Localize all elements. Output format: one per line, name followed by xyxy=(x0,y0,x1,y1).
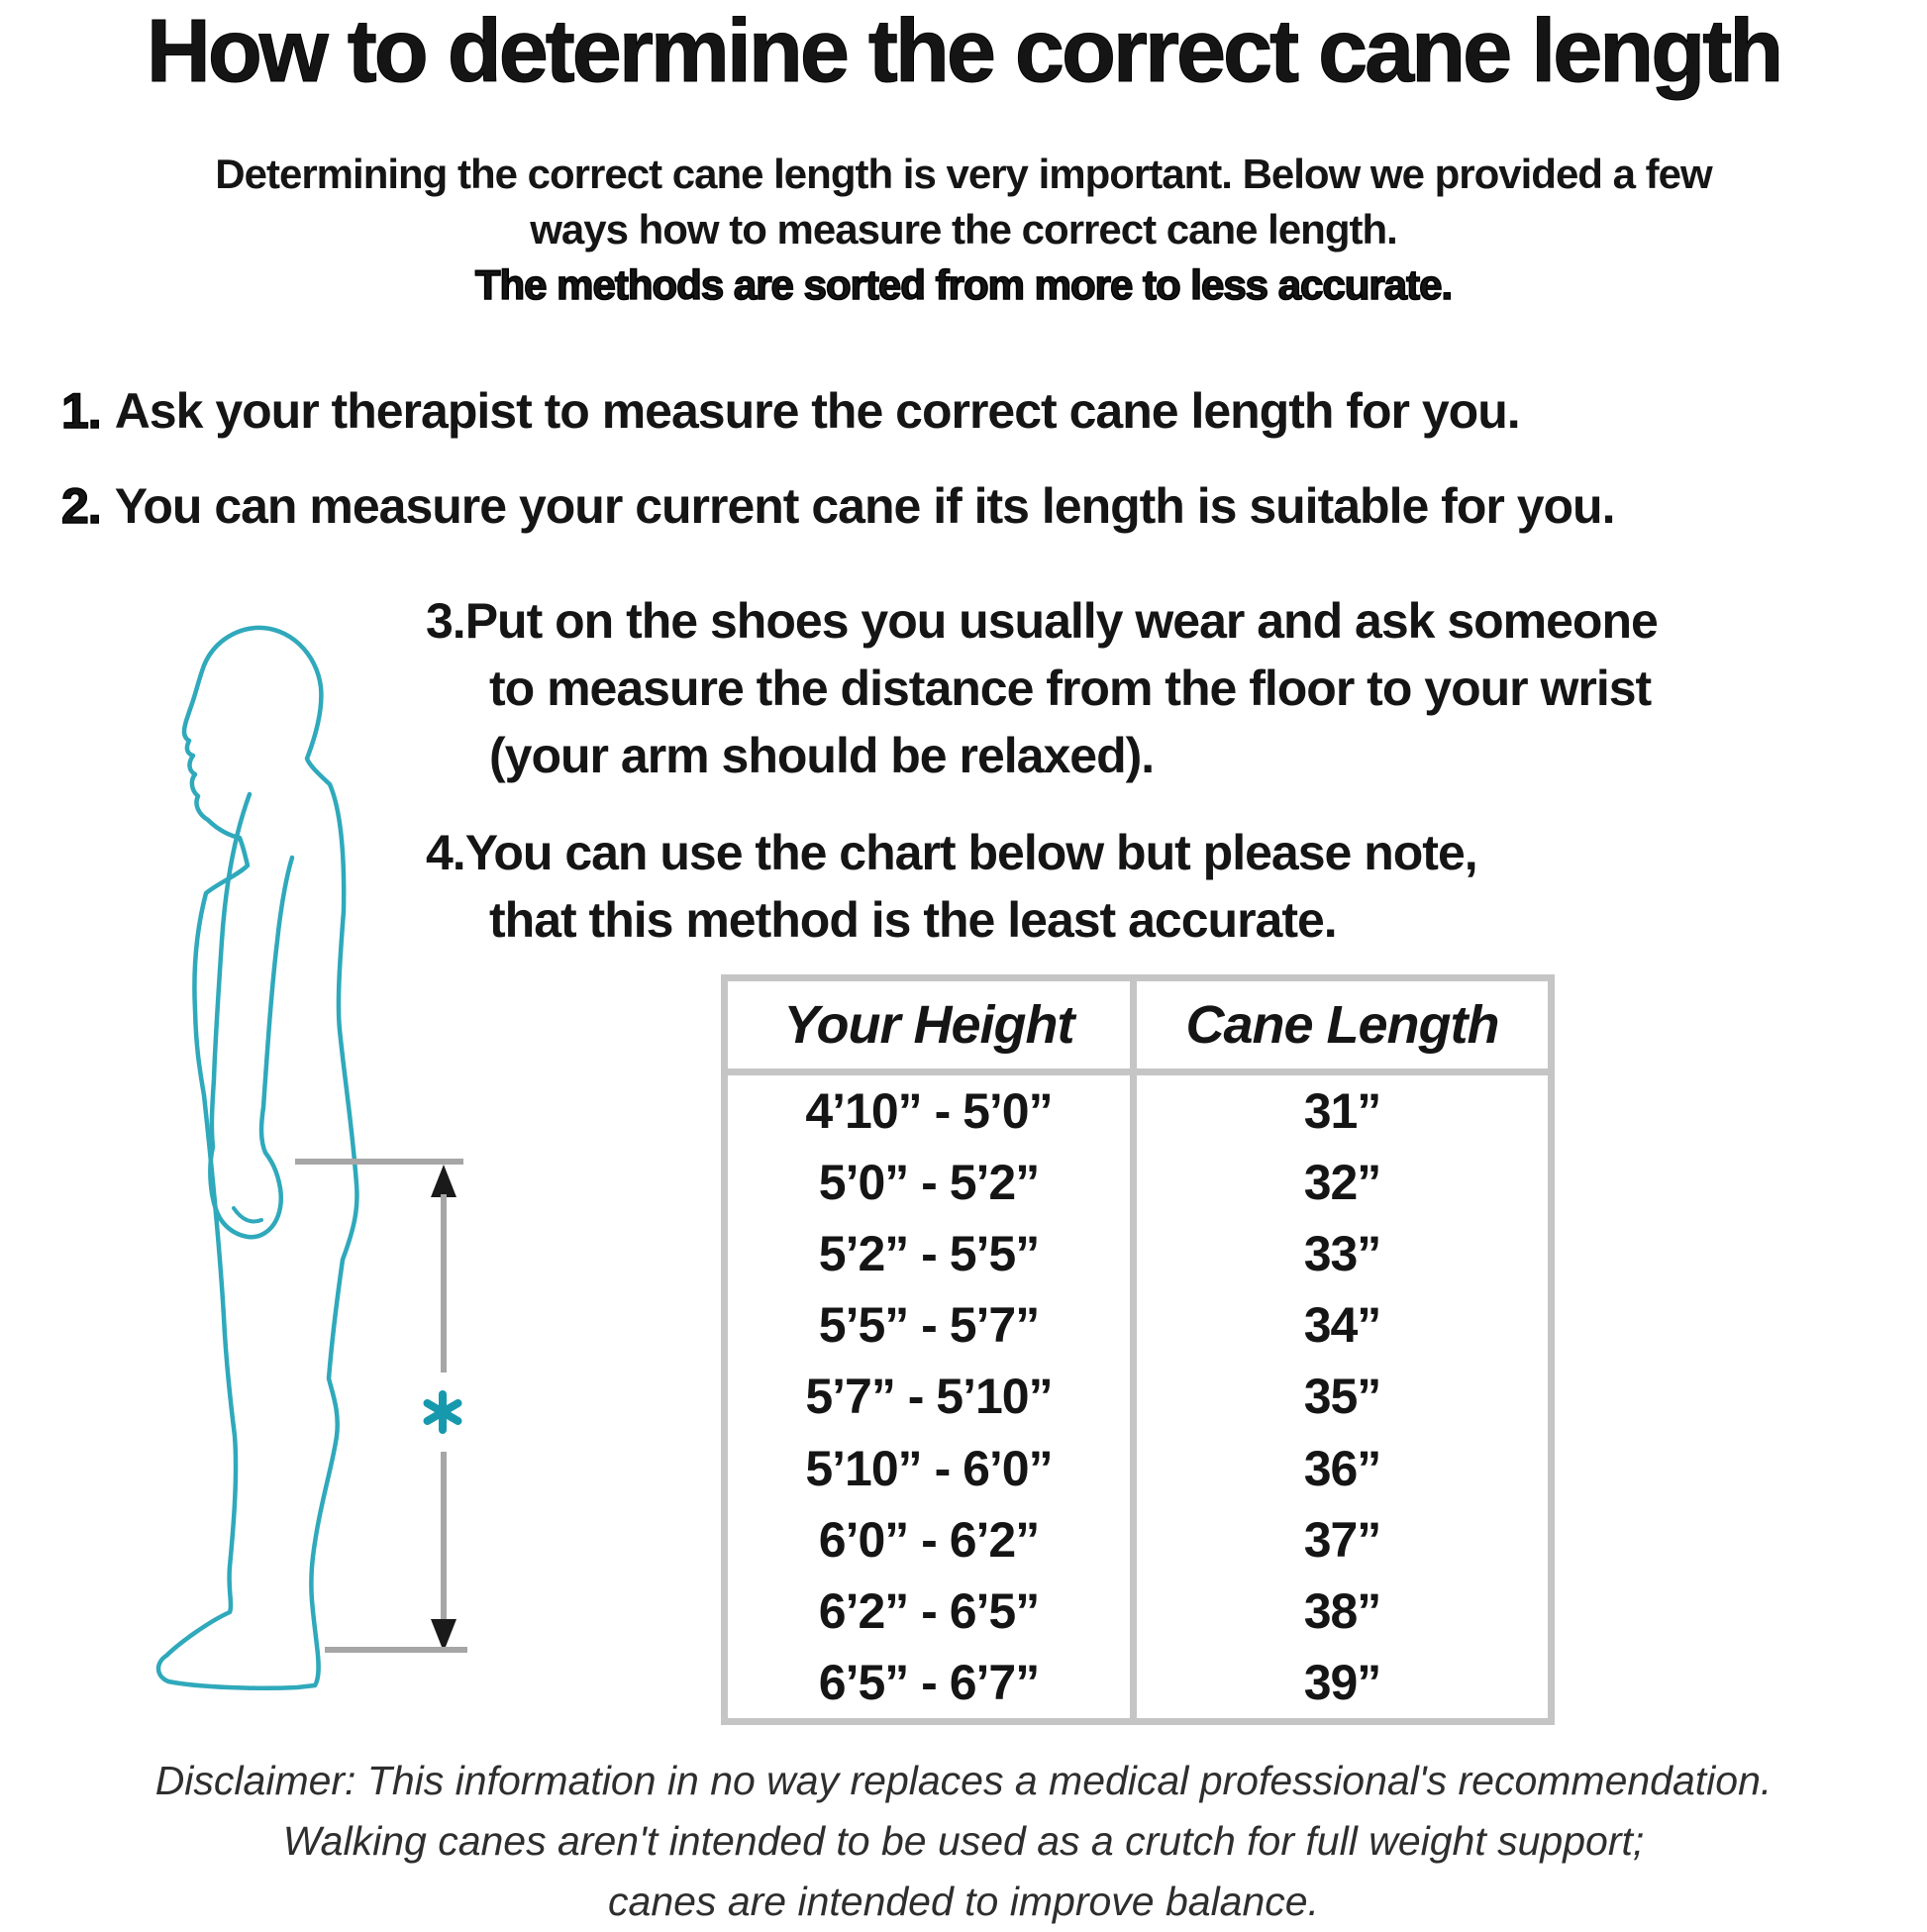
cane-length-table xyxy=(721,974,1555,1725)
table-row-length: 35” xyxy=(1303,1369,1381,1425)
step-4-number: 4. xyxy=(426,825,465,880)
step-3-line-3: (your arm should be relaxed). xyxy=(489,728,1155,783)
step-4-text-1: You can use the chart below but please note, xyxy=(464,825,1477,880)
thumb-line xyxy=(234,1208,261,1222)
disclaimer xyxy=(0,1751,1927,1932)
step-2-text: You can measure your current cane if its length is suitable for you. xyxy=(114,478,1615,534)
step-3-text-1: Put on the shoes you usually wear and ask someone xyxy=(464,593,1658,649)
disclaimer-line-3: canes are intended to improve balance. xyxy=(608,1879,1319,1924)
step-4-line-1 xyxy=(426,819,1477,886)
intro-line-2: ways how to measure the correct cane length. xyxy=(530,206,1397,253)
table-row-height: 5’10” - 6’0” xyxy=(728,1433,1137,1504)
disclaimer-line-2: Walking canes aren't intended to be used as a crutch for full weight support; xyxy=(282,1818,1645,1864)
table-row-length: 32” xyxy=(1303,1155,1381,1211)
table-row-height: 6’2” - 6’5” xyxy=(728,1576,1137,1647)
step-3-number: 3. xyxy=(426,593,465,649)
intro-line-1: Determining the correct cane length is very important. Below we provided a few xyxy=(215,151,1712,197)
disclaimer-line-1: Disclaimer: This information in no way replaces a medical professional's recommendation. xyxy=(154,1758,1773,1803)
step-3-line-1 xyxy=(426,587,1658,655)
table-row-length: 37” xyxy=(1303,1511,1381,1568)
step-1 xyxy=(61,382,1520,440)
table-row-length: 31” xyxy=(1303,1083,1381,1140)
step-1-text: Ask your therapist to measure the correct cane length for you. xyxy=(114,383,1520,439)
step-3 xyxy=(426,587,1658,789)
table-row-length: 34” xyxy=(1303,1297,1381,1354)
table-row-length: 36” xyxy=(1303,1440,1381,1496)
step-4-line-2: that this method is the least accurate. xyxy=(489,892,1337,948)
step-3-line-2: to measure the distance from the floor to your wrist xyxy=(489,661,1652,716)
table-row-length: 38” xyxy=(1303,1582,1381,1639)
measurement-figure xyxy=(139,614,495,1713)
intro-paragraph xyxy=(0,147,1927,313)
table-header-cane-length: Cane Length xyxy=(1137,981,1548,1075)
table-header-your-height: Your Height xyxy=(728,981,1137,1075)
step-4 xyxy=(426,819,1477,954)
table-row-height: 6’5” - 6’7” xyxy=(728,1647,1137,1718)
table-row-length: 33” xyxy=(1303,1226,1381,1282)
step-2-number: 2. xyxy=(61,478,101,534)
asterisk-icon xyxy=(428,1394,458,1430)
table-row-height: 5’5” - 5’7” xyxy=(728,1289,1137,1361)
table-row-height: 6’0” - 6’2” xyxy=(728,1504,1137,1576)
table-row-height: 5’7” - 5’10” xyxy=(728,1361,1137,1432)
table-row-height: 5’2” - 5’5” xyxy=(728,1218,1137,1289)
step-2 xyxy=(61,477,1615,535)
step-1-number: 1. xyxy=(61,383,101,439)
arrow-head-top xyxy=(431,1165,456,1197)
table-row-height: 5’0” - 5’2” xyxy=(728,1147,1137,1218)
page-title: How to determine the correct cane length xyxy=(146,2,1781,101)
table-row-length: 39” xyxy=(1303,1654,1381,1710)
person-outline xyxy=(158,628,356,1688)
table-row-height: 4’10” - 5’0” xyxy=(728,1075,1137,1147)
intro-line-accuracy-note: The methods are sorted from more to less accurate. xyxy=(474,261,1453,308)
arm-hand-outline xyxy=(210,794,292,1237)
